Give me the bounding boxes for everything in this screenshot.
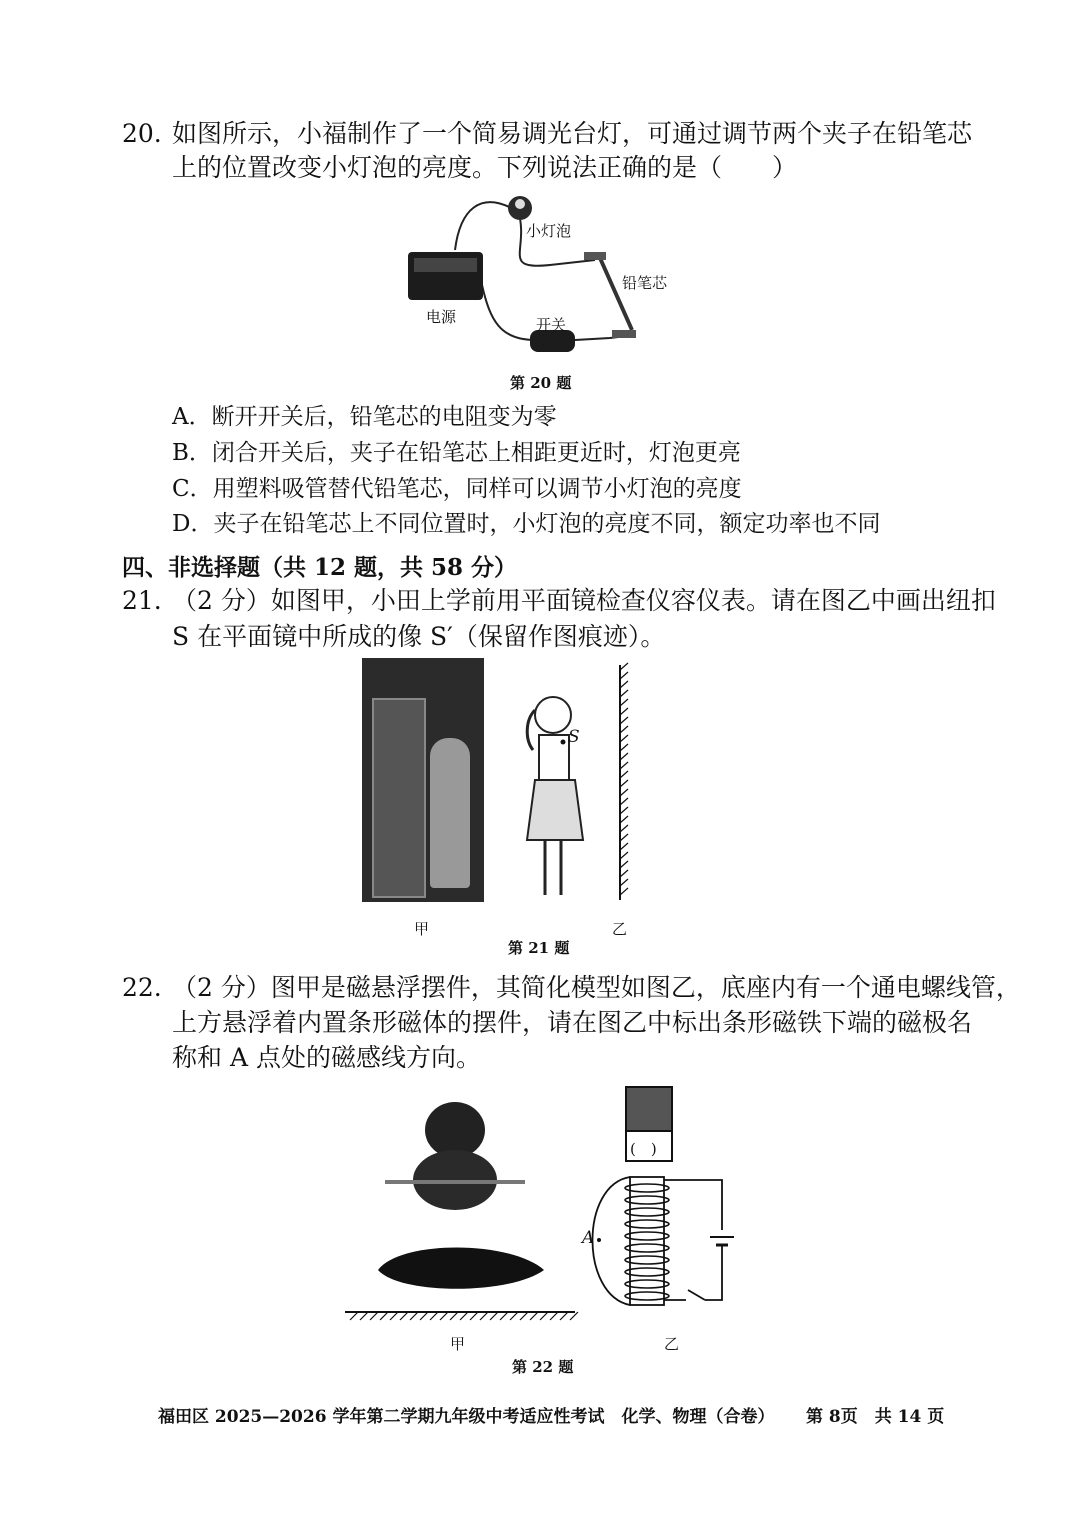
hatch-mark <box>480 1312 488 1320</box>
footer-exam-title: 福田区 2025—2026 学年第二学期九年级中考适应性考试 化学、物理（合卷） <box>158 1407 775 1427</box>
q22-stem-line3: 称和 A 点处的磁感线方向。 <box>172 1043 481 1072</box>
coil-turn <box>625 1184 669 1192</box>
q20-number: 20. <box>122 119 162 148</box>
hatch-mark <box>410 1312 418 1320</box>
wire <box>482 285 535 340</box>
q22-caption: 第 22 题 <box>512 1358 574 1376</box>
hatch-mark <box>540 1312 548 1320</box>
q20-option-d: D．夹子在铅笔芯上不同位置时，小灯泡的亮度不同，额定功率也不同 <box>172 511 881 537</box>
q20-stem-line1: 如图所示，小福制作了一个简易调光台灯，可通过调节两个夹子在铅笔芯 <box>172 119 973 148</box>
q21-photo-jia <box>362 658 484 902</box>
bulb-glass <box>515 199 525 209</box>
hatch-mark <box>620 735 628 742</box>
hatch-mark <box>510 1312 518 1320</box>
q21-stem-line1: （2 分）如图甲，小田上学前用平面镜检查仪容仪表。请在图乙中画出纽扣 <box>172 586 996 615</box>
q22-figure-jia <box>340 1090 600 1330</box>
hatch-mark <box>620 663 628 670</box>
hatch-mark <box>620 726 628 733</box>
hatch-mark <box>620 744 628 751</box>
hatch-mark <box>500 1312 508 1320</box>
wire <box>455 202 515 250</box>
q22-label-jia: 甲 <box>450 1335 466 1353</box>
circuit-wire <box>664 1180 722 1230</box>
hatch-mark <box>620 771 628 778</box>
ornament-head <box>425 1102 485 1158</box>
hatch-mark <box>360 1312 368 1320</box>
bar-magnet-top <box>626 1087 672 1131</box>
power-label: 电源 <box>426 308 457 326</box>
section-heading: 四、非选择题（共 12 题，共 58 分） <box>122 554 518 581</box>
hatch-mark <box>620 690 628 697</box>
hatch-mark <box>390 1312 398 1320</box>
coil-turn <box>625 1256 669 1264</box>
ground-hatching <box>350 1312 578 1320</box>
hatch-mark <box>520 1312 528 1320</box>
clip-top <box>584 252 606 260</box>
hatch-mark <box>430 1312 438 1320</box>
switch-lever <box>688 1290 705 1300</box>
q22-label-a: A <box>582 1228 595 1248</box>
hatch-mark <box>470 1312 478 1320</box>
switch-label: 开关 <box>536 316 567 334</box>
battery-cells <box>414 258 477 272</box>
hatch-mark <box>490 1312 498 1320</box>
pencil-label: 铅笔芯 <box>622 274 668 292</box>
hatch-mark <box>550 1312 558 1320</box>
mirror-in-photo <box>372 698 426 898</box>
hatch-mark <box>620 699 628 706</box>
coil-turn <box>625 1220 669 1228</box>
pencil-lead <box>600 258 632 330</box>
hatch-mark <box>620 708 628 715</box>
hatch-mark <box>620 717 628 724</box>
q20-circuit-figure <box>400 190 700 370</box>
hatch-mark <box>620 870 628 877</box>
hatch-mark <box>450 1312 458 1320</box>
hatch-mark <box>620 807 628 814</box>
solenoid-coil <box>625 1184 669 1300</box>
hatch-mark <box>620 672 628 679</box>
hatch-mark <box>560 1312 568 1320</box>
hatch-mark <box>400 1312 408 1320</box>
hatch-mark <box>440 1312 448 1320</box>
q21-caption: 第 21 题 <box>508 939 570 957</box>
q20-option-c: C．用塑料吸管替代铅笔芯，同样可以调节小灯泡的亮度 <box>172 476 742 502</box>
girl-skirt <box>527 780 583 840</box>
point-a <box>597 1238 601 1242</box>
girl-in-photo <box>430 738 470 888</box>
q21-label-s: S <box>568 727 580 747</box>
coil-turn <box>625 1292 669 1300</box>
coil-turn <box>625 1208 669 1216</box>
hatch-mark <box>620 852 628 859</box>
hatch-mark <box>620 753 628 760</box>
hatch-mark <box>530 1312 538 1320</box>
q22-stem-line2: 上方悬浮着内置条形磁体的摆件，请在图乙中标出条形磁铁下端的磁极名 <box>172 1008 973 1037</box>
hatch-mark <box>620 681 628 688</box>
mirror-hatching <box>620 663 628 895</box>
hatch-mark <box>620 861 628 868</box>
hatch-mark <box>620 843 628 850</box>
coil-turn <box>625 1196 669 1204</box>
footer-page-number: 第 8页 共 14 页 <box>806 1407 945 1427</box>
hatch-mark <box>620 825 628 832</box>
coil-turn <box>625 1280 669 1288</box>
coil-turn <box>625 1244 669 1252</box>
q22-pole-blank: ( ) <box>630 1140 657 1158</box>
hatch-mark <box>620 762 628 769</box>
q22-label-yi: 乙 <box>664 1335 680 1353</box>
coil-turn <box>625 1268 669 1276</box>
q20-caption: 第 20 题 <box>510 374 572 392</box>
q22-stem-line1: （2 分）图甲是磁悬浮摆件，其简化模型如图乙，底座内有一个通电螺线管， <box>172 973 1021 1002</box>
q22-number: 22. <box>122 973 162 1002</box>
hatch-mark <box>620 816 628 823</box>
q20-option-a: A．断开开关后，铅笔芯的电阻变为零 <box>172 404 557 430</box>
magnetic-base <box>378 1248 544 1289</box>
q21-number: 21. <box>122 586 162 615</box>
button-s <box>561 740 566 745</box>
hatch-mark <box>620 798 628 805</box>
hatch-mark <box>620 780 628 787</box>
hatch-mark <box>350 1312 358 1320</box>
girl-head <box>535 697 571 733</box>
coil-turn <box>625 1232 669 1240</box>
girl-ponytail <box>527 710 535 750</box>
hatch-mark <box>420 1312 428 1320</box>
bulb-label: 小灯泡 <box>526 222 572 240</box>
q21-diagram-yi <box>505 660 645 910</box>
hatch-mark <box>620 834 628 841</box>
hatch-mark <box>380 1312 388 1320</box>
hatch-mark <box>460 1312 468 1320</box>
q21-label-yi: 乙 <box>612 920 628 938</box>
hatch-mark <box>620 789 628 796</box>
hatch-mark <box>620 888 628 895</box>
hatch-mark <box>620 879 628 886</box>
hatch-mark <box>370 1312 378 1320</box>
q21-stem-line2: S 在平面镜中所成的像 S′（保留作图痕迹）。 <box>172 622 666 651</box>
clip-bottom <box>612 330 636 338</box>
q20-stem-line2: 上的位置改变小灯泡的亮度。下列说法正确的是（ ） <box>172 153 798 182</box>
q20-option-b: B．闭合开关后，夹子在铅笔芯上相距更近时，灯泡更亮 <box>172 440 741 466</box>
circuit-wire <box>705 1245 722 1300</box>
hatch-mark <box>570 1312 578 1320</box>
q21-label-jia: 甲 <box>414 920 430 938</box>
q22-figure-yi <box>590 1085 760 1325</box>
